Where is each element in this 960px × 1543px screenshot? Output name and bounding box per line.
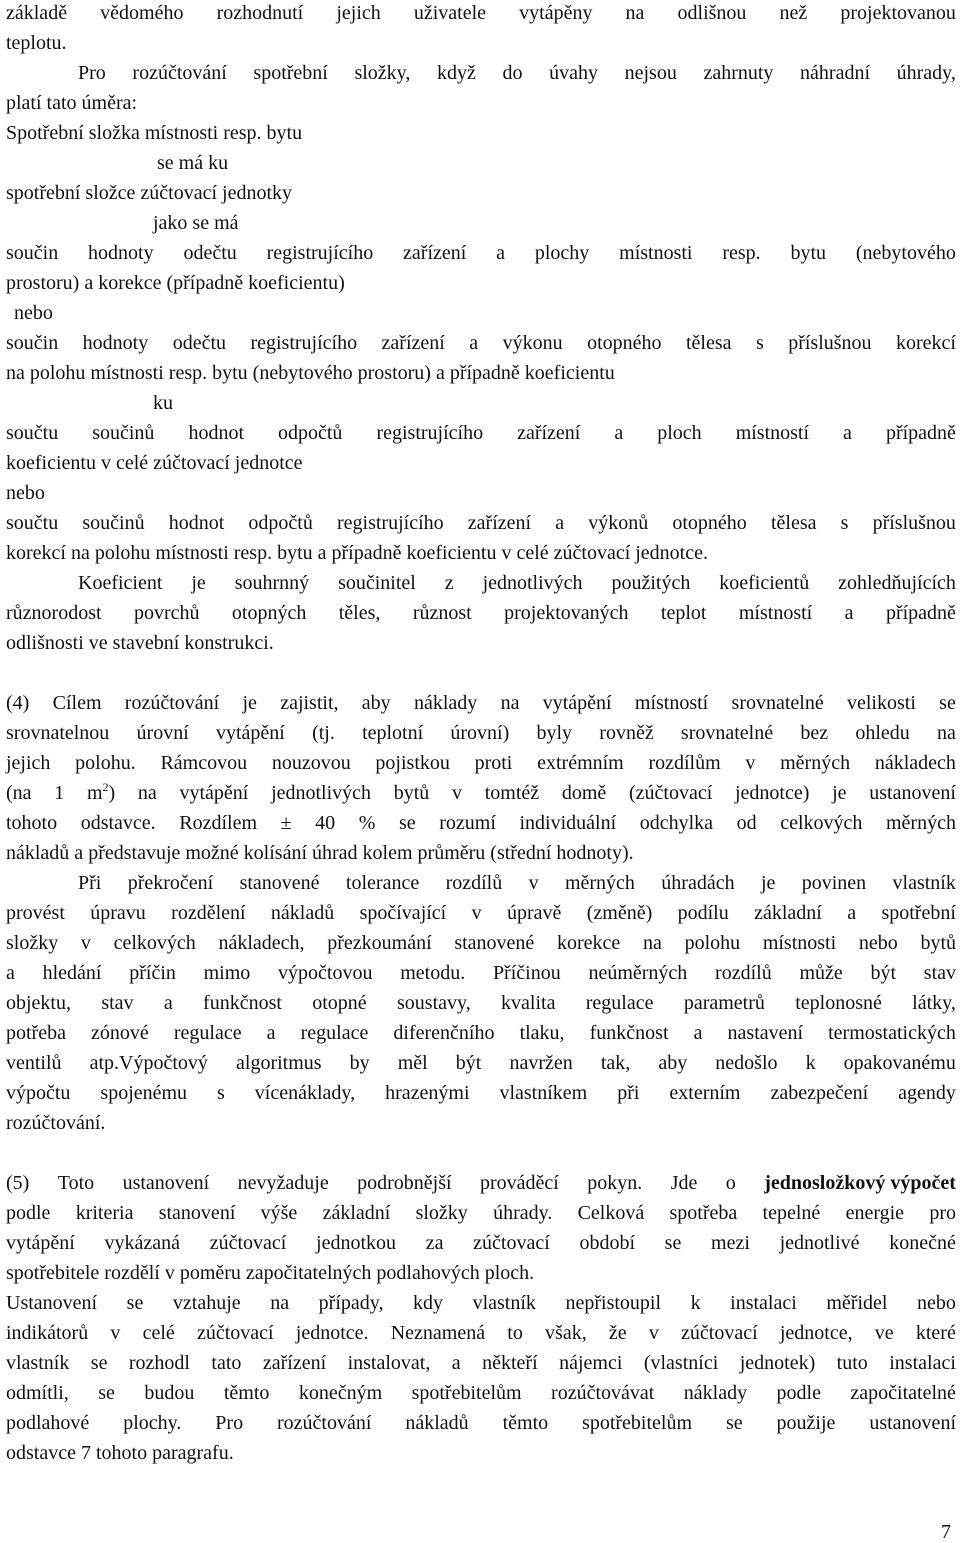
text-line: podle kriteria stanovení výše základní složky úhrady. Celková spotřeba tepelné energie pro [6,1202,956,1224]
text-line: Ustanovení se vztahuje na případy, kdy vlastník nepřistoupil k instalaci měřidel nebo [6,1292,956,1314]
text-line: objektu, stav a funkčnost otopné soustavy, kvalita regulace parametrů teplonosné látky, [6,992,956,1014]
text-line: rozúčtování. [6,1112,106,1134]
text-line: na polohu místnosti resp. bytu (nebytového prostoru) a případně koeficientu [6,362,615,384]
text-line: provést úpravu rozdělení nákladů spočívající v úpravě (změně) podílu základní a spotřební [6,902,956,924]
text-line: korekcí na polohu místnosti resp. bytu a případně koeficientu v celé zúčtovací jednotce. [6,542,708,564]
text-line: výpočtu spojenému s vícenáklady, hrazenými vlastníkem při externím zabezpečení agendy [6,1082,956,1104]
text-line: prostoru) a korekce (případně koeficientu) [6,272,345,294]
text-line: platí tato úměra: [6,92,138,114]
text-line: Koeficient je souhrnný součinitel z jednotlivých použitých koeficientů zohledňujících [78,572,956,594]
text-line: nákladů a představuje možné kolísání úhrad kolem průměru (střední hodnoty). [6,842,634,864]
text-line: vytápění vykázaná zúčtovací jednotkou za zúčtovací období se mezi jednotlivé konečné [6,1232,956,1254]
text-line: vlastník se rozhodl tato zařízení instalovat, a někteří nájemci (vlastníci jednotek) tuto instalaci [6,1352,956,1374]
text-line: jejich polohu. Rámcovou nouzovou pojistkou proti extrémním rozdílům v měrných nákladech [6,752,956,774]
text-line: součtu součinů hodnot odpočtů registrujícího zařízení a výkonů otopného tělesa s příslušnou [6,512,956,534]
text-line: a hledání příčin mimo výpočtovou metodu. Příčinou neúměrných rozdílů může být stav [6,962,956,984]
text-line: (4) Cílem rozúčtování je zajistit, aby náklady na vytápění místností srovnatelné velikosti se [6,692,956,714]
text-line: jako se má [153,212,239,234]
text-line: podlahové plochy. Pro rozúčtování nákladů těmto spotřebitelům se použije ustanovení [6,1412,956,1434]
text-line: nebo [14,302,53,324]
text-line: Pro rozúčtování spotřební složky, když do úvahy nejsou zahrnuty náhradní úhrady, [78,62,956,84]
text-line: složky v celkových nákladech, přezkoumání stanovené korekce na polohu místnosti nebo bytů [6,932,956,954]
text-line: (na 1 $m^2$) na vytápění jednotlivých bytů v tomtéž domě (zúčtovací jednotce) je ustanovení [6,780,956,804]
text-line: teplotu. [6,32,67,54]
text-line: potřeba zónové regulace a regulace diferenčního tlaku, funkčnost a nastavení termostatických [6,1022,956,1044]
text-line: nebo [6,482,45,504]
text-line: spotřebitele rozdělí v poměru započitatelných podlahových ploch. [6,1262,535,1284]
text-line: (5) Toto ustanovení nevyžaduje podrobnější prováděcí pokyn. Jde o jednosložkový výpočet [6,1172,956,1194]
text-line: ventilů atp.Výpočtový algoritmus by měl být navržen tak, aby nedošlo k opakovanému [6,1052,956,1074]
text-line: součin hodnoty odečtu registrujícího zařízení a výkonu otopného tělesa s příslušnou korekcí [6,332,956,354]
text-line: tohoto odstavce. Rozdílem ± 40 % se rozumí individuální odchylka od celkových měrných [6,812,956,834]
text-line: odmítli, se budou těmto konečným spotřebitelům rozúčtovávat náklady podle započitatelné [6,1382,956,1404]
text-line: koeficientu v celé zúčtovací jednotce [6,452,303,474]
text-line: ku [153,392,173,414]
text-line: součtu součinů hodnot odpočtů registrujícího zařízení a ploch místností a případně [6,422,956,444]
text-line: odlišnosti ve stavební konstrukci. [6,632,274,654]
text-line: indikátorů v celé zúčtovací jednotce. Neznamená to však, že v zúčtovací jednotce, ve které [6,1322,956,1344]
text-line: základě vědomého rozhodnutí jejich uživatele vytápěny na odlišnou než projektovanou [6,2,956,24]
text-line: srovnatelnou úrovní vytápění (tj. teplotní úrovní) byly rovněž srovnatelné bez ohledu na [6,722,956,744]
text-line: různorodost povrchů otopných těles, různost projektovaných teplot místností a případně [6,602,956,624]
text-line: spotřební složce zúčtovací jednotky [6,182,293,204]
text-line: součin hodnoty odečtu registrujícího zařízení a plochy místnosti resp. bytu (nebytového [6,242,956,264]
text-line: Při překročení stanovené tolerance rozdílů v měrných úhradách je povinen vlastník [78,872,956,894]
page-number: 7 [941,1521,951,1543]
text-line: Spotřební složka místnosti resp. bytu [6,122,303,144]
text-line: odstavce 7 tohoto paragrafu. [6,1442,234,1464]
text-line: se má ku [157,152,229,174]
